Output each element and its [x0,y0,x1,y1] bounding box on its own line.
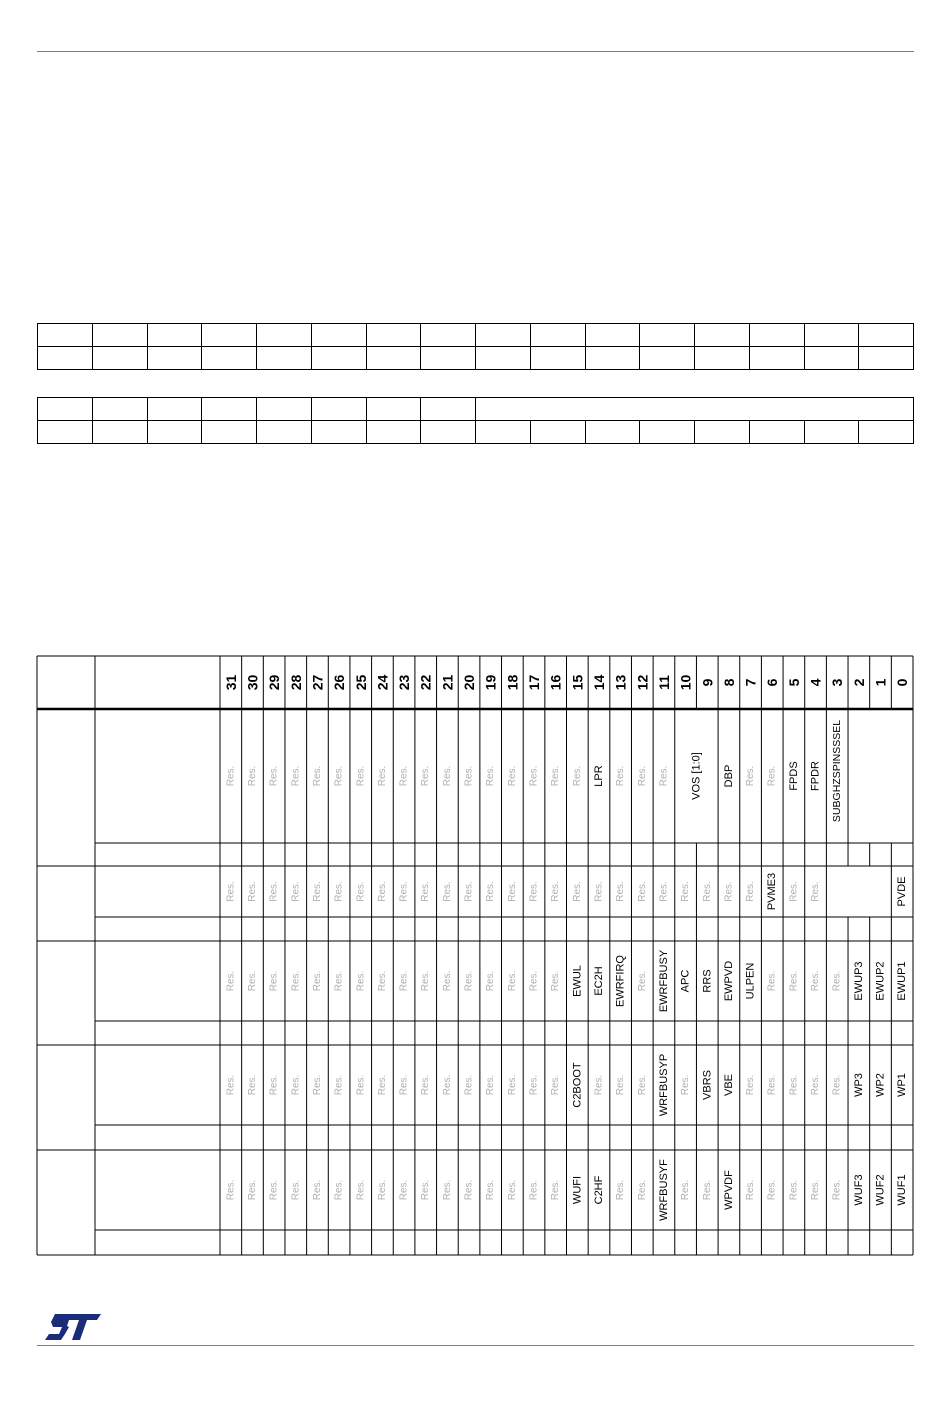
reserved-bit-label: Res. [290,881,302,902]
reserved-bit-label: Res. [376,1074,388,1096]
reserved-bit-label: Res. [311,881,323,902]
reserved-bit-label: Res. [463,881,475,902]
reserved-bit-label: Res. [290,1179,302,1201]
field-label-vbrs: VBRS [701,1070,714,1100]
reserved-bit-label: Res. [268,970,280,992]
reserved-bit-label: Res. [246,881,258,902]
bit-number-12: 12 [634,674,651,691]
bit-number-13: 13 [612,674,629,691]
bit-number-21: 21 [439,674,456,691]
reserved-bit-label: Res. [311,1179,323,1201]
reserved-bit-label: Res. [290,765,302,787]
reserved-bit-label: Res. [788,881,800,902]
reserved-bit-label: Res. [528,881,540,902]
field-label-subghzspinsssel: SUBGHZSPINSSSEL [831,719,844,823]
reserved-bit-label: Res. [333,765,345,787]
field-label-vbe: VBE [722,1073,735,1097]
bit-number-3: 3 [829,678,846,687]
reserved-bit-label: Res. [831,1074,843,1096]
field-label-wuf2: WUF2 [874,1174,887,1206]
reserved-bit-label: Res. [225,1179,237,1201]
field-label-ulpen: ULPEN [744,962,757,1000]
reserved-bit-label: Res. [376,970,388,992]
reserved-bit-label: Res. [745,1179,757,1201]
reserved-bit-label: Res. [355,881,367,902]
reserved-bit-label: Res. [420,881,432,902]
reserved-bit-label: Res. [376,881,388,902]
bit-number-11: 11 [655,675,672,690]
reserved-bit-label: Res. [376,765,388,787]
reserved-bit-label: Res. [311,765,323,787]
bit-number-18: 18 [504,674,521,691]
reserved-bit-label: Res. [268,881,280,902]
field-label-lpr: LPR [592,765,605,787]
bit-number-0: 0 [894,678,911,687]
reserved-bit-label: Res. [615,765,627,787]
bit-number-31: 31 [222,674,239,691]
reserved-bit-label: Res. [485,1074,497,1096]
reserved-bit-label: Res. [615,1179,627,1201]
reserved-bit-label: Res. [810,1179,822,1201]
reserved-bit-label: Res. [333,1074,345,1096]
reserved-bit-label: Res. [420,970,432,992]
reserved-bit-label: Res. [398,970,410,992]
field-label-ewrfirq: EWRFIRQ [614,955,627,1007]
field-label-vos-1-0-: VOS [1:0] [690,752,703,800]
field-label-ec2h: EC2H [592,966,605,996]
reserved-bit-label: Res. [593,881,605,902]
reserved-bit-label: Res. [268,1074,280,1096]
reserved-bit-label: Res. [485,970,497,992]
field-label-ewup3: EWUP3 [852,961,865,1001]
bit-number-27: 27 [309,674,326,691]
field-label-apc: APC [679,969,692,993]
reserved-bit-label: Res. [528,1179,540,1201]
reserved-bit-label: Res. [766,970,778,992]
reserved-bit-label: Res. [788,970,800,992]
reserved-bit-label: Res. [550,881,562,902]
reserved-bit-label: Res. [225,881,237,902]
field-label-wp1: WP1 [896,1073,909,1097]
reserved-bit-label: Res. [333,881,345,902]
reserved-bit-label: Res. [723,881,735,902]
reserved-bit-label: Res. [355,1074,367,1096]
bit-number-1: 1 [872,678,889,687]
reserved-bit-label: Res. [680,1179,692,1201]
reserved-bit-label: Res. [550,1074,562,1096]
reserved-bit-label: Res. [658,765,670,787]
reserved-bit-label: Res. [745,881,757,902]
bit-number-16: 16 [547,674,564,691]
reserved-bit-label: Res. [463,1179,475,1201]
bit-number-2: 2 [850,678,867,687]
reserved-bit-label: Res. [636,1074,648,1096]
reserved-bit-label: Res. [311,1074,323,1096]
field-label-rrs: RRS [701,969,714,993]
reserved-bit-label: Res. [550,970,562,992]
reserved-bit-label: Res. [485,765,497,787]
reserved-bit-label: Res. [463,765,475,787]
reserved-bit-label: Res. [571,881,583,902]
reserved-bit-label: Res. [225,970,237,992]
bit-number-7: 7 [742,678,759,687]
reserved-bit-label: Res. [246,1074,258,1096]
reserved-bit-label: Res. [506,1179,518,1201]
st-logo [45,1312,101,1342]
reserved-bit-label: Res. [810,970,822,992]
reserved-bit-label: Res. [788,1179,800,1201]
field-label-wuf1: WUF1 [896,1174,909,1206]
reserved-bit-label: Res. [485,1179,497,1201]
field-label-pvme3: PVME3 [766,872,779,911]
reserved-bit-label: Res. [680,1074,692,1096]
reserved-bit-label: Res. [788,1074,800,1096]
reserved-bit-label: Res. [636,765,648,787]
reserved-bit-label: Res. [528,765,540,787]
reserved-bit-label: Res. [420,1179,432,1201]
bit-number-5: 5 [785,678,802,687]
field-label-ewup2: EWUP2 [874,961,887,1001]
bit-number-6: 6 [764,678,781,687]
field-label-wp3: WP3 [852,1073,865,1097]
bit-number-19: 19 [482,674,499,691]
reserved-bit-label: Res. [680,881,692,902]
reserved-bit-label: Res. [420,765,432,787]
reserved-bit-label: Res. [420,1074,432,1096]
reserved-bit-label: Res. [615,1074,627,1096]
reserved-bit-label: Res. [636,1179,648,1201]
bit-number-29: 29 [266,674,283,691]
reserved-bit-label: Res. [441,970,453,992]
field-label-ewul: EWUL [571,965,584,997]
reserved-bit-label: Res. [463,970,475,992]
reserved-bit-label: Res. [355,1179,367,1201]
reserved-bit-label: Res. [268,765,280,787]
reserved-bit-label: Res. [398,1179,410,1201]
reserved-bit-label: Res. [636,881,648,902]
field-label-wp2: WP2 [874,1073,887,1097]
reserved-bit-label: Res. [441,1074,453,1096]
reserved-bit-label: Res. [246,970,258,992]
reserved-bit-label: Res. [636,970,648,992]
reserved-bit-label: Res. [766,1179,778,1201]
reserved-bit-label: Res. [441,881,453,902]
reserved-bit-label: Res. [745,765,757,787]
reserved-bit-label: Res. [810,881,822,902]
reserved-bit-label: Res. [528,970,540,992]
reserved-bit-label: Res. [398,1074,410,1096]
field-label-wrfbusyp: WRFBUSYP [657,1053,670,1117]
reserved-bit-label: Res. [290,970,302,992]
reserved-bit-label: Res. [463,1074,475,1096]
bit-number-9: 9 [699,678,716,687]
reserved-bit-label: Res. [333,1179,345,1201]
reserved-bit-label: Res. [333,970,345,992]
reserved-bit-label: Res. [550,1179,562,1201]
reserved-bit-label: Res. [571,765,583,787]
bit-number-10: 10 [677,674,694,691]
reserved-bit-label: Res. [831,1179,843,1201]
bit-number-30: 30 [244,674,261,691]
reserved-bit-label: Res. [376,1179,388,1201]
bit-number-8: 8 [720,678,737,687]
field-label-wpvdf: WPVDF [722,1170,735,1210]
reserved-bit-label: Res. [745,1074,757,1096]
reserved-bit-label: Res. [441,1179,453,1201]
field-label-pvde: PVDE [896,876,909,907]
reserved-bit-label: Res. [506,970,518,992]
reserved-bit-label: Res. [225,1074,237,1096]
reserved-bit-label: Res. [528,1074,540,1096]
field-label-dbp: DBP [722,764,735,788]
reserved-bit-label: Res. [268,1179,280,1201]
field-label-wuf3: WUF3 [852,1174,865,1206]
reserved-bit-label: Res. [506,765,518,787]
reserved-bit-label: Res. [701,1179,713,1201]
reserved-bit-label: Res. [506,881,518,902]
field-label-c2hf: C2HF [592,1175,605,1205]
reserved-bit-label: Res. [485,881,497,902]
field-label-fpdr: FPDR [809,761,822,791]
bit-number-23: 23 [396,674,413,691]
reserved-bit-label: Res. [831,970,843,992]
reserved-bit-label: Res. [311,970,323,992]
bit-number-24: 24 [374,674,391,691]
bit-number-26: 26 [331,674,348,691]
reserved-bit-label: Res. [355,970,367,992]
field-label-fpds: FPDS [787,761,800,791]
field-label-c2boot: C2BOOT [571,1062,584,1108]
reserved-bit-label: Res. [593,1074,605,1096]
reserved-bit-label: Res. [441,765,453,787]
reserved-bit-label: Res. [506,1074,518,1096]
bit-number-17: 17 [526,674,543,691]
reserved-bit-label: Res. [355,765,367,787]
reserved-bit-label: Res. [246,1179,258,1201]
reserved-bit-label: Res. [398,765,410,787]
reserved-bit-label: Res. [766,765,778,787]
field-label-ewup1: EWUP1 [896,961,909,1001]
field-label-ewpvd: EWPVD [722,960,735,1002]
reserved-bit-label: Res. [225,765,237,787]
bit-number-14: 14 [590,674,607,691]
field-label-ewrfbusy: EWRFBUSY [657,949,670,1013]
reserved-bit-label: Res. [810,1074,822,1096]
bit-number-15: 15 [569,674,586,691]
field-label-wufi: WUFI [571,1175,584,1205]
footer-rule [37,1345,914,1346]
reserved-bit-label: Res. [290,1074,302,1096]
field-label-wrfbusyf: WRFBUSYF [657,1159,670,1221]
bit-number-22: 22 [417,674,434,691]
bit-number-25: 25 [352,674,369,691]
reserved-bit-label: Res. [701,881,713,902]
reserved-bit-label: Res. [658,881,670,902]
bit-number-20: 20 [461,674,478,691]
reserved-bit-label: Res. [550,765,562,787]
reserved-bit-label: Res. [766,1074,778,1096]
reserved-bit-label: Res. [398,881,410,902]
bit-number-28: 28 [287,674,304,691]
bit-number-4: 4 [807,678,824,687]
reserved-bit-label: Res. [246,765,258,787]
reserved-bit-label: Res. [615,881,627,902]
